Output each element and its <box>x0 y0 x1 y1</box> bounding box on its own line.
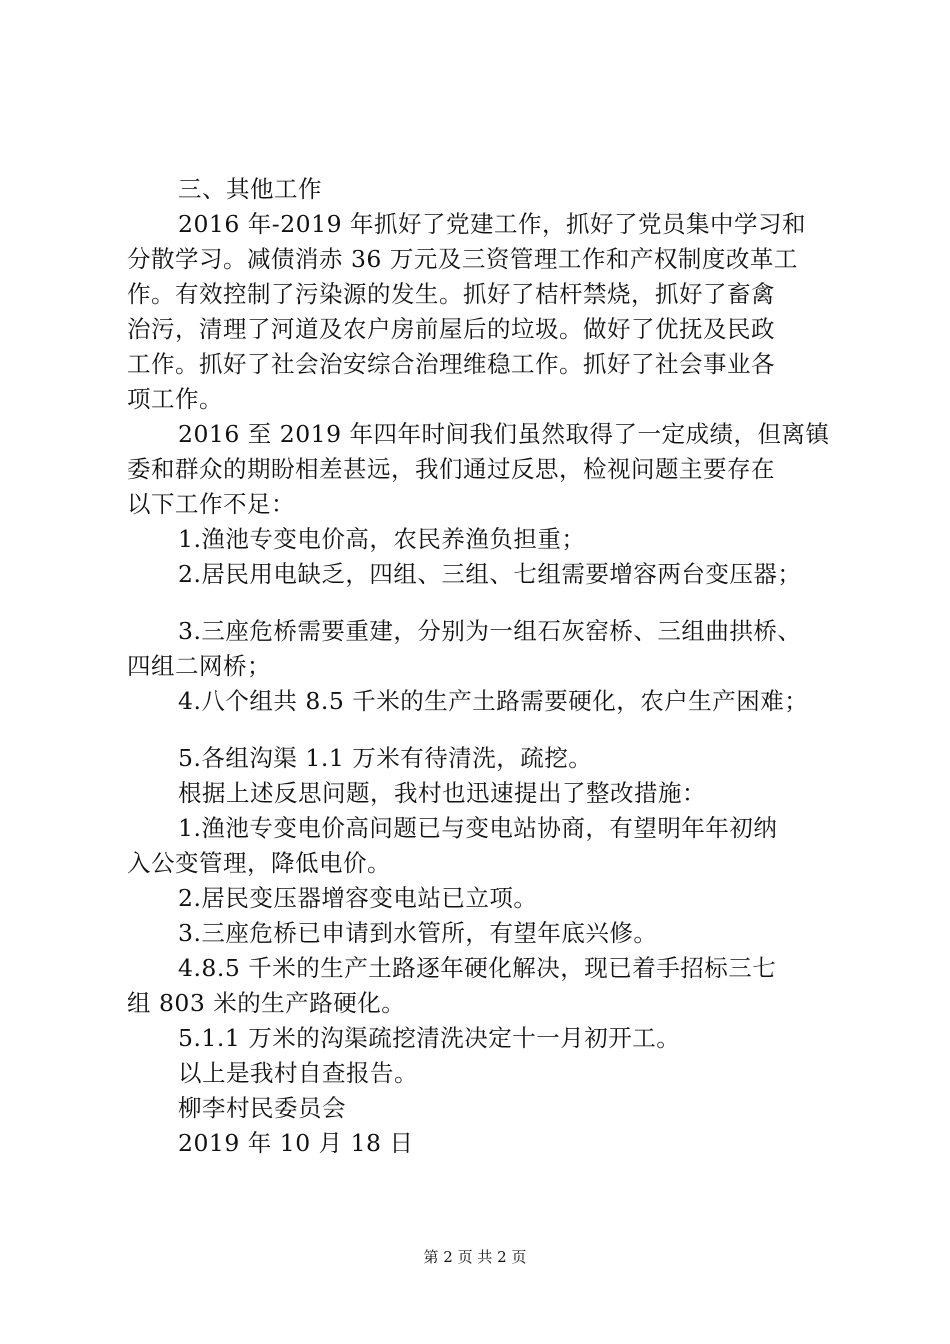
page-footer: 第 2 页 共 2 页 <box>423 1248 527 1266</box>
section-heading: 三、其他工作 <box>178 175 322 203</box>
paragraph-line: 2016 年-2019 年抓好了党建工作，抓好了党员集中学习和 <box>178 210 806 238</box>
paragraph-line: 委和群众的期盼相差甚远，我们通过反思，检视问题主要存在 <box>127 455 775 483</box>
paragraph-line: 以上是我村自查报告。 <box>178 1059 418 1087</box>
paragraph-line: 项工作。 <box>127 385 223 413</box>
list-item: 1.渔池专变电价高，农民养渔负担重； <box>178 525 586 553</box>
list-item-continuation: 四组二网桥； <box>127 652 271 680</box>
list-item: 2.居民变压器增容变电站已立项。 <box>178 884 538 912</box>
list-item: 4.八个组共 8.5 千米的生产土路需要硬化，农户生产困难； <box>178 687 809 715</box>
paragraph-line: 以下工作不足： <box>127 490 295 518</box>
list-item: 1.渔池专变电价高问题已与变电站协商，有望明年年初纳 <box>178 814 778 842</box>
list-item: 5.1.1 万米的沟渠疏挖清洗决定十一月初开工。 <box>178 1024 681 1052</box>
paragraph-line: 作。有效控制了污染源的发生。抓好了桔杆禁烧，抓好了畜禽 <box>127 280 775 308</box>
list-item: 3.三座危桥已申请到水管所，有望年底兴修。 <box>178 919 658 947</box>
list-item: 3.三座危桥需要重建，分别为一组石灰窑桥、三组曲拱桥、 <box>178 617 802 645</box>
signature-date: 2019 年 10 月 18 日 <box>178 1129 414 1157</box>
paragraph-line: 根据上述反思问题，我村也迅速提出了整改措施： <box>178 779 706 807</box>
list-item: 5.各组沟渠 1.1 万米有待清洗，疏挖。 <box>178 744 593 772</box>
list-item: 4.8.5 千米的生产土路逐年硬化解决，现已着手招标三七 <box>178 954 777 982</box>
signature-organization: 柳李村民委员会 <box>178 1094 346 1122</box>
list-item-continuation: 入公变管理，降低电价。 <box>127 849 391 877</box>
paragraph-line: 治污，清理了河道及农户房前屋后的垃圾。做好了优抚及民政 <box>127 315 775 343</box>
list-item-continuation: 组 803 米的生产路硬化。 <box>127 989 406 1017</box>
list-item: 2.居民用电缺乏，四组、三组、七组需要增容两台变压器； <box>178 560 802 588</box>
paragraph-line: 分散学习。减债消赤 36 万元及三资管理工作和产权制度改革工 <box>127 245 798 273</box>
paragraph-line: 工作。抓好了社会治安综合治理维稳工作。抓好了社会事业各 <box>127 350 775 378</box>
paragraph-line: 2016 至 2019 年四年时间我们虽然取得了一定成绩，但离镇 <box>178 420 830 448</box>
